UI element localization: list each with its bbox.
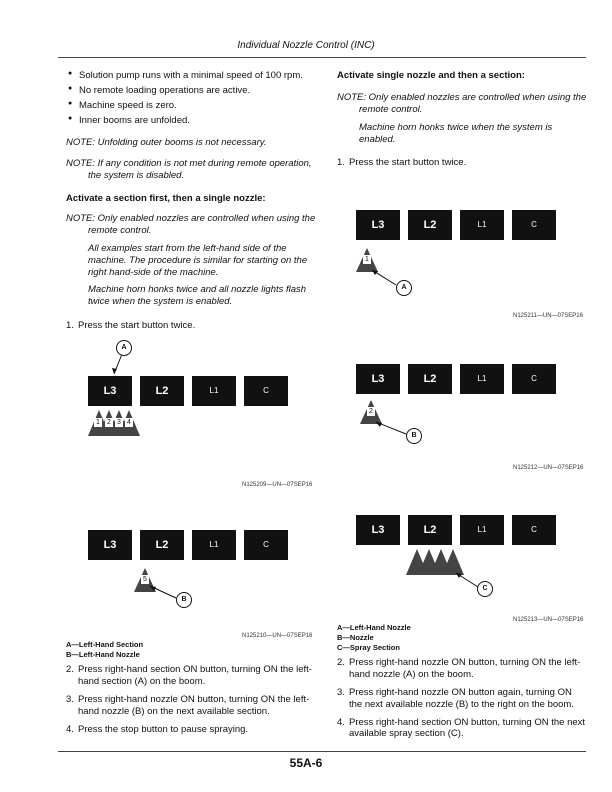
key-l3: L3	[88, 376, 132, 406]
key-l1: L1	[460, 515, 504, 545]
figure-id: N125212—UN—07SEP16	[513, 465, 584, 471]
right-step-4: 4. Press right-hand section ON button, turning ON the next available spray section (C).	[337, 716, 586, 740]
key-l3: L3	[356, 364, 400, 394]
nozzle-label: 2	[367, 407, 375, 416]
figure-id: N125209—UN—07SEP16	[242, 482, 313, 488]
figure-id: N125210—UN—07SEP16	[242, 633, 313, 639]
left-step-4: 4. Press the stop button to pause spraying.	[66, 723, 249, 735]
figure-right-nozzle-a	[356, 210, 586, 300]
list-item: ● Machine speed is zero.	[66, 100, 316, 112]
nozzle-first-heading: Activate single nozzle and then a section:	[337, 70, 525, 81]
note-condition: NOTE: If any condition is not met during remote operation, the system is disabled.	[66, 158, 312, 182]
right-legend	[337, 623, 411, 652]
list-item: ● No remote loading operations are active.	[66, 85, 316, 97]
nozzle-label: 3	[115, 418, 123, 427]
callout-arrowhead	[112, 368, 117, 374]
callout-graphics	[356, 515, 586, 605]
key-c: C	[512, 364, 556, 394]
key-l3: L3	[88, 530, 132, 560]
right-step-3: 3. Press right-hand nozzle ON button again, turning ON the next available nozzle (B) to the right on the boom.	[337, 686, 574, 710]
callout-b: B	[176, 592, 192, 608]
note-enabled-nozzles: NOTE: Only enabled nozzles are controlled when using the remote control. Machine horn honks twice when the system is enabled.	[337, 91, 587, 145]
legend-item: B—Left-Hand Nozzle	[66, 649, 140, 659]
callout-b: B	[406, 428, 422, 444]
left-step-1: 1. Press the start button twice.	[66, 320, 196, 332]
key-l2: L2	[140, 376, 184, 406]
figure-left-section-then-nozzle	[88, 340, 318, 490]
legend-item: A—Left-Hand Nozzle	[337, 623, 411, 632]
key-l1: L1	[192, 376, 236, 406]
legend-item: A—Left-Hand Section	[66, 640, 144, 649]
nozzle-label: 1	[94, 418, 102, 427]
nozzle-label: 5	[141, 575, 149, 584]
callout-a: A	[396, 280, 412, 296]
key-l3: L3	[356, 515, 400, 545]
nozzle-label: 2	[105, 418, 113, 427]
left-step-3: 3. Press right-hand nozzle ON button, turning ON the left-hand nozzle (B) on the next available section.	[66, 693, 310, 717]
left-column-text	[66, 70, 316, 332]
header-rule	[58, 57, 586, 58]
right-step-1: 1. Press the start button twice.	[337, 157, 467, 169]
legend-item: B—Nozzle	[337, 632, 374, 642]
figure-id: N125213—UN—07SEP16	[513, 617, 584, 623]
figure-right-spray-section	[356, 515, 586, 605]
key-l1: L1	[460, 364, 504, 394]
key-c: C	[244, 530, 288, 560]
key-c: C	[244, 376, 288, 406]
conditions-list	[66, 70, 316, 127]
key-c: C	[512, 210, 556, 240]
key-l2: L2	[140, 530, 184, 560]
callout-graphics	[88, 340, 318, 450]
key-l2: L2	[408, 210, 452, 240]
key-l1: L1	[460, 210, 504, 240]
section-first-heading: Activate a section first, then a single nozzle:	[66, 193, 266, 205]
callout-a: A	[116, 340, 132, 356]
right-step-2: 2. Press right-hand nozzle ON button, turning ON the left-hand nozzle (A) on the boom.	[337, 657, 581, 680]
left-steps	[66, 664, 316, 735]
callout-graphics	[88, 530, 318, 620]
footer-rule	[58, 751, 586, 752]
note-unfolding: NOTE: Unfolding outer booms is not necessary.	[66, 136, 267, 148]
list-item: ● Inner booms are unfolded.	[66, 115, 316, 127]
left-step-2: 2. Press right-hand section ON button, turning ON the left-hand section (A) on the boom.	[66, 664, 312, 687]
figure-right-nozzle-b	[356, 364, 586, 454]
callout-graphics	[356, 364, 586, 454]
key-l2: L2	[408, 364, 452, 394]
figure-left-nozzle-b	[88, 530, 318, 630]
right-column-text	[337, 70, 587, 169]
left-legend	[66, 640, 143, 660]
key-l2: L2	[408, 515, 452, 545]
legend-item: C—Spray Section	[337, 642, 400, 652]
callout-c: C	[477, 581, 493, 597]
right-steps	[337, 657, 587, 740]
page-number: 55A-6	[289, 756, 323, 770]
callout-graphics	[356, 210, 586, 300]
page-header-title: Individual Nozzle Control (INC)	[237, 40, 375, 51]
nozzle-label: 4	[125, 418, 133, 427]
key-c: C	[512, 515, 556, 545]
key-l3: L3	[356, 210, 400, 240]
note-enabled-nozzles: NOTE: Only enabled nozzles are controlled when using the remote control. All examples start from the left-hand side of the machine. The procedure is similar for starting on the right hand-side of the machine. Machine horn honks twice and all nozzle lights flash twice when the system is enabled.	[66, 213, 316, 308]
nozzle-label: 1	[363, 255, 371, 264]
key-l1: L1	[192, 530, 236, 560]
figure-id: N125211—UN—07SEP16	[513, 313, 583, 319]
list-item: ● Solution pump runs with a minimal speed of 100 rpm.	[66, 70, 316, 82]
